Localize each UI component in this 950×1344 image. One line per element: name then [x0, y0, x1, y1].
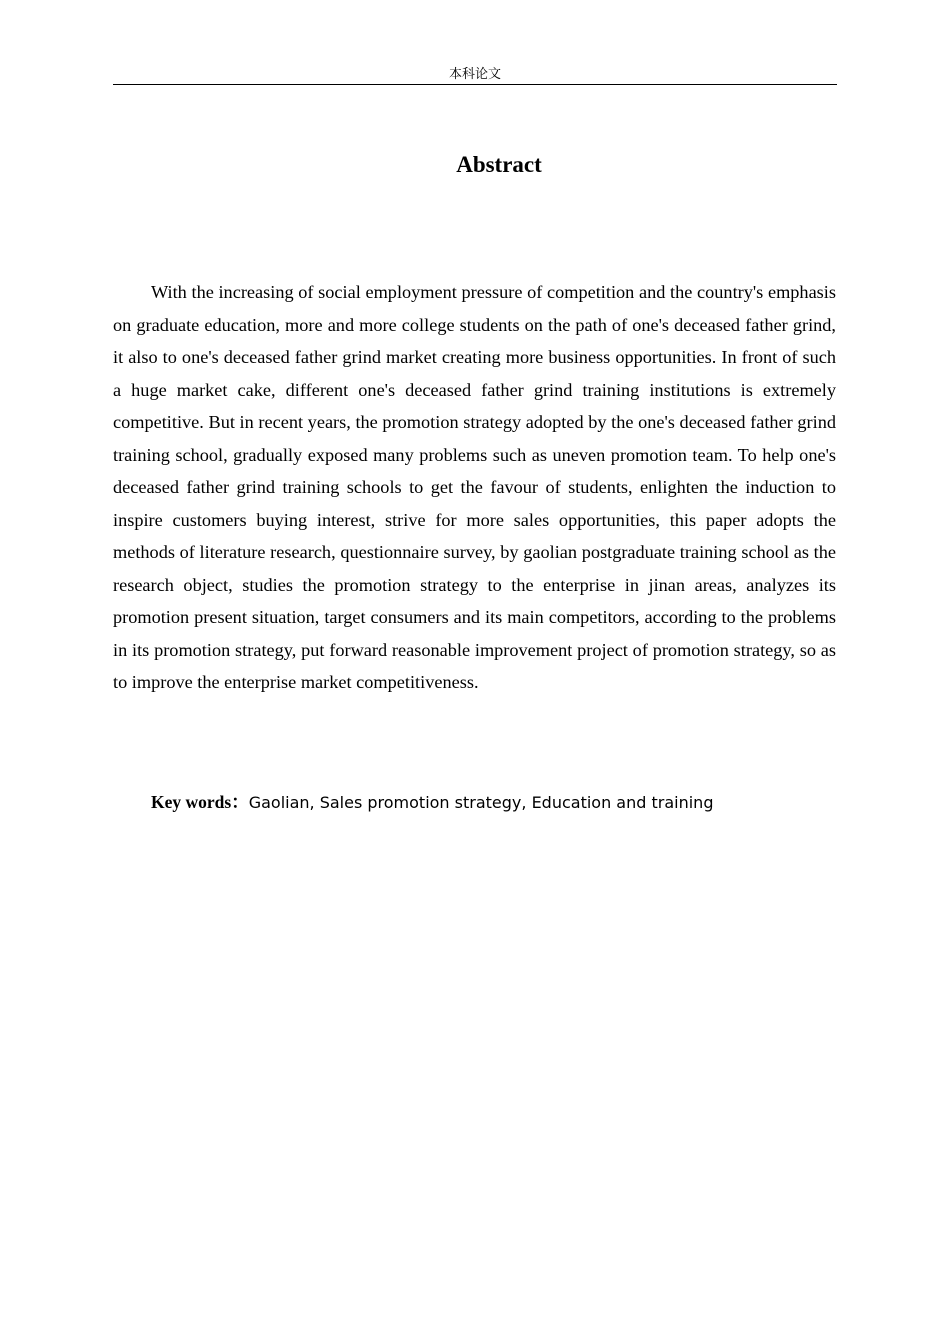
keywords-label: Key words： — [151, 792, 249, 812]
abstract-body: With the increasing of social employment pressure of competition and the country's emphasis on graduate education, more and more college students on the path of one's deceased father grind, it also to one's deceased father grind market creating more business opportunities. In front of such a huge market cake, different one's deceased father grind training institutions is extremely competitive. But in recent years, the promotion strategy adopted by the one's deceased father grind training school, gradually exposed many problems such as uneven promotion team. To help one's deceased father grind training schools to get the favour of students, enlighten the induction to inspire customers buying interest, strive for more sales opportunities, this paper adopts the methods of literature research, questionnaire survey, by gaolian postgraduate training school as the research object, studies the promotion strategy to the enterprise in jinan areas, analyzes its promotion present situation, target consumers and its main competitors, according to the problems in its promotion strategy, put forward reasonable improvement project of promotion strategy, so as to improve the enterprise market competitiveness. — [113, 282, 836, 692]
abstract-title: Abstract — [456, 152, 542, 177]
page-header — [113, 65, 837, 85]
keywords-line — [151, 786, 851, 819]
running-title: 本科论文 — [448, 67, 501, 82]
keywords-value: Gaolian, Sales promotion strategy, Education and training — [248, 793, 714, 812]
